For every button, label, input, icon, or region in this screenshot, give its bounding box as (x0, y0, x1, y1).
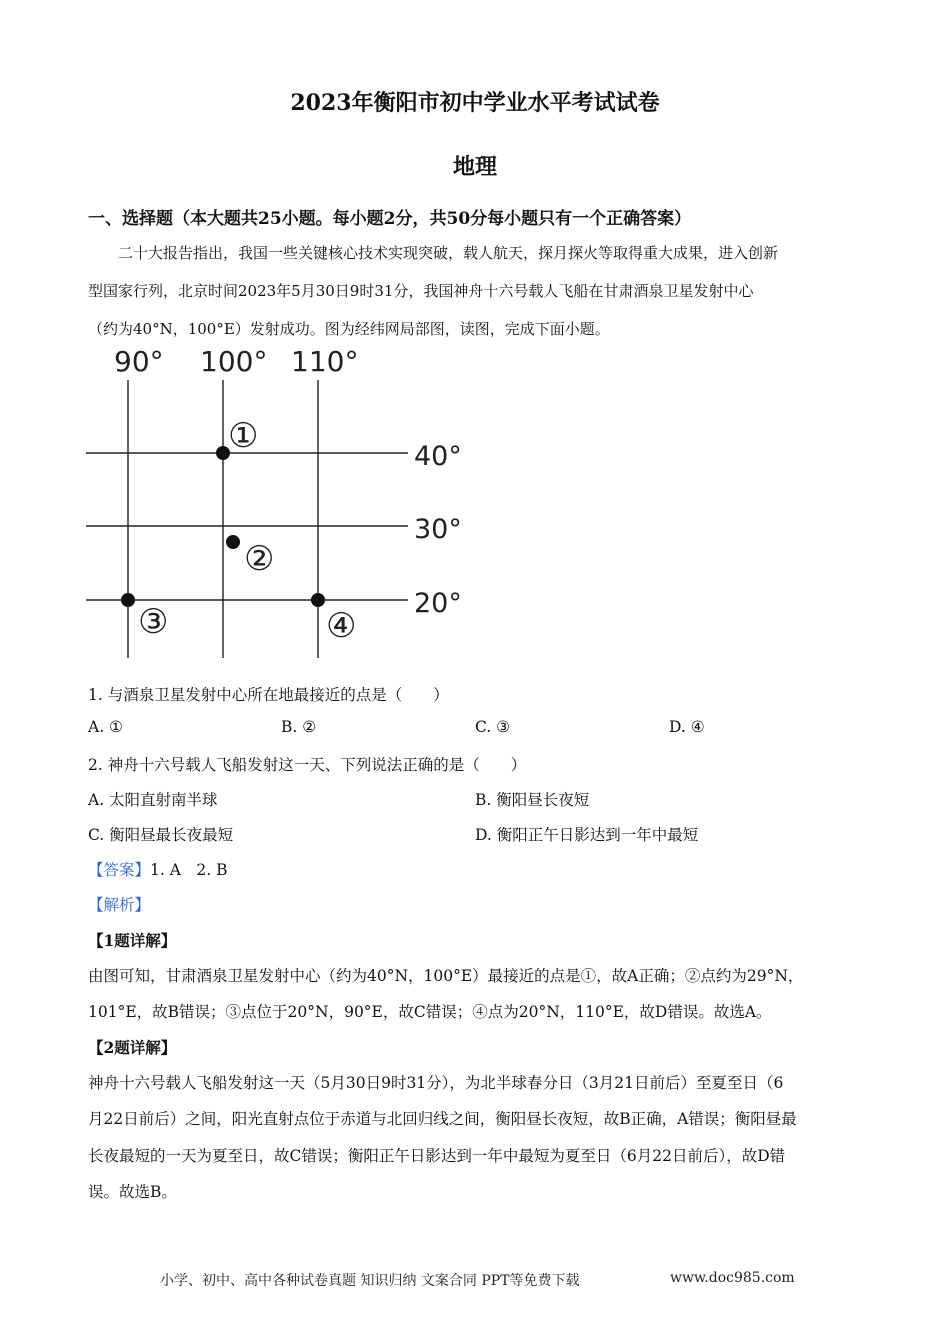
point-2-marker (226, 535, 240, 549)
detail-2-line-2: 月22日前后）之间，阳光直射点位于赤道与北回归线之间，衡阳昼长夜短，故B正确，A错误；衡阳昼最 (88, 1110, 797, 1128)
question-1-option-d: D. ④ (669, 718, 705, 736)
latitude-label-40: 40° (414, 441, 462, 472)
longitude-label-110: 110° (291, 345, 359, 378)
question-1-option-b: B. ② (281, 718, 317, 736)
answer-line (88, 858, 228, 880)
question-2-stem: 2. 神舟十六号载人飞船发射这一天、下列说法正确的是（ ） (88, 756, 527, 774)
point-3-label: ③ (138, 602, 169, 642)
question-2-option-b: B. 衡阳昼长夜短 (475, 791, 590, 809)
latitude-label-20: 20° (414, 588, 462, 619)
question-2-option-a: A. 太阳直射南半球 (88, 791, 218, 809)
question-2-option-d: D. 衡阳正午日影达到一年中最短 (475, 826, 699, 844)
intro-line-3: （约为40°N，100°E）发射成功。图为经纬网局部图，读图，完成下面小题。 (88, 320, 610, 338)
detail-2-heading: 【2题详解】 (88, 1038, 177, 1057)
intro-line-1: 二十大报告指出，我国一些关键核心技术实现突破，载人航天，探月探火等取得重大成果，进入创新 (118, 244, 779, 262)
footer-website-link[interactable]: www.doc985.com (670, 1270, 795, 1286)
answer-text: 1. A 2. B (150, 861, 228, 879)
point-4-marker (311, 593, 325, 607)
detail-2-line-3: 长夜最短的一天为夏至日，故C错误；衡阳正午日影达到一年中最短为夏至日（6月22日前后），故D错 (88, 1147, 786, 1165)
longitude-label-90: 90° (114, 345, 164, 378)
detail-2-line-4: 误。故选B。 (88, 1183, 177, 1201)
point-2-label: ② (244, 539, 275, 579)
question-1-option-c: C. ③ (475, 718, 511, 736)
question-1-option-a: A. ① (88, 718, 123, 736)
analysis-tag: 【解析】 (88, 896, 151, 914)
point-4-label: ④ (326, 606, 357, 646)
answer-tag: 【答案】 (88, 861, 151, 879)
detail-1-line-1: 由图可知，甘肃酒泉卫星发射中心（约为40°N，100°E）最接近的点是①，故A正确；②点约为29°N， (88, 967, 804, 985)
detail-1-line-2: 101°E，故B错误；③点位于20°N，90°E，故C错误；④点为20°N，110°E，故D错误。故选A。 (88, 1003, 772, 1021)
question-2-option-c: C. 衡阳昼最长夜最短 (88, 826, 234, 844)
intro-line-2: 型国家行列，北京时间2023年5月30日9时31分，我国神舟十六号载人飞船在甘肃酒泉卫星发射中心 (88, 282, 754, 300)
exam-title: 2023年衡阳市初中学业水平考试试卷 (290, 90, 660, 116)
question-1-stem: 1. 与酒泉卫星发射中心所在地最接近的点是（ ） (88, 686, 449, 704)
subject-title: 地理 (452, 154, 497, 180)
footer-ad-text: 小学、初中、高中各种试卷真题 知识归纳 文案合同 PPT等免费下载 (160, 1273, 580, 1289)
detail-2-line-1: 神舟十六号载人飞船发射这一天（5月30日9时31分），为北半球春分日（3月21日前后）至夏至日（6 (88, 1074, 784, 1092)
section-heading: 一、选择题（本大题共25小题。每小题2分，共50分每小题只有一个正确答案） (88, 209, 692, 229)
point-1-label: ① (228, 416, 259, 456)
latitude-label-30: 30° (414, 514, 462, 545)
graticule-figure (86, 340, 476, 662)
detail-1-heading: 【1题详解】 (88, 931, 177, 950)
point-3-marker (121, 593, 135, 607)
longitude-label-100: 100° (200, 345, 268, 378)
